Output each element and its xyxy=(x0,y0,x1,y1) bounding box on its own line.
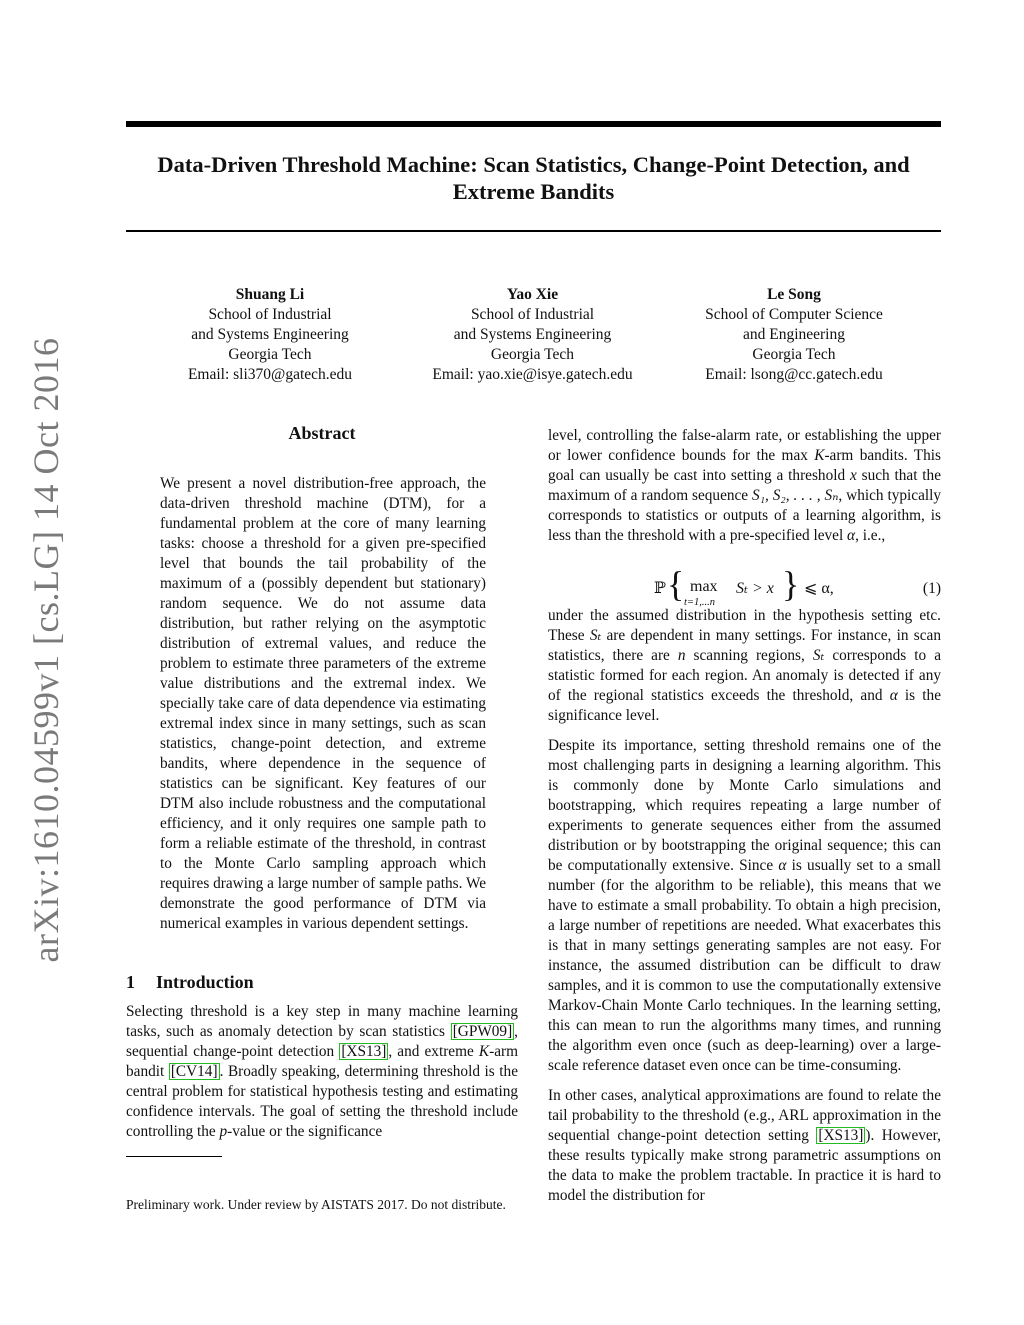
equation-rhs: ⩽ α, xyxy=(804,580,834,597)
author-name: Yao Xie xyxy=(506,286,559,303)
footnote-rule xyxy=(126,1156,222,1157)
text-run: is usually set to a small number (for the algorithm to be reliable), this means that we have to estimate a small probability. To obtain a high precision, a large number of repetitions are needed. What exacerbates this is that in many settings generating samples are not easy. For instance, the assumed distribution can be difficult to draw samples, and it is common to use the computationally extensive Markov-Chain Monte Carlo techniques. In the learning setting, this can mean to run the algorithms many times, and running the algorithm even once (such as deep-learning) over a large-scale reference dataset even once can be time-consuming. xyxy=(548,857,941,1074)
text-run: are dependent in many settings. For instance, in scan statistics, there are xyxy=(548,627,941,664)
right-brace: } xyxy=(782,564,800,604)
author-institution: Georgia Tech xyxy=(490,346,575,363)
arxiv-stamp-text: arXiv:1610.04599v1 [cs.LG] 14 Oct 2016 xyxy=(26,337,66,963)
author-affiliation: School of Computer Science xyxy=(705,306,883,323)
text-run: , i.e., xyxy=(855,527,886,544)
prob-symbol: ℙ xyxy=(654,580,667,597)
paper-title: Data-Driven Threshold Machine: Scan Statistics, Change-Point Detection, and Extreme Bandits xyxy=(157,152,910,204)
paragraph xyxy=(548,426,941,546)
equation-1 xyxy=(548,566,941,614)
text-run: such that the maximum of a random sequence xyxy=(548,467,941,504)
max-operator: max xyxy=(690,578,718,595)
paragraph xyxy=(548,736,941,1076)
text-run: , and extreme xyxy=(388,1043,479,1060)
citation-link[interactable]: [CV14] xyxy=(170,1063,218,1080)
math-var: α xyxy=(889,687,898,704)
intro-paragraph xyxy=(126,1002,518,1142)
title-rule-bottom xyxy=(126,230,941,232)
text-run: Selecting threshold is a key step in many machine learning tasks, such as anomaly detection by scan statistics xyxy=(126,1003,518,1040)
math-var: S₁, S₂, . . . , Sₙ xyxy=(752,487,839,504)
text-run: -arm bandits. This goal can usually be cast into setting a threshold xyxy=(548,447,941,484)
equation-term: Sₜ > x xyxy=(736,580,774,597)
text-run: , which typically corresponds to statistics or outputs of a learning algorithm, is less than the threshold with a pre-specified level xyxy=(548,487,942,544)
text-run: is the significance level. xyxy=(548,687,941,724)
author-affiliation: and Systems Engineering xyxy=(453,326,612,343)
text-run: under the assumed distribution in the hypothesis setting etc. These xyxy=(548,607,941,644)
author-affiliation: and Engineering xyxy=(742,326,845,343)
section-number: 1 xyxy=(126,972,135,992)
text-run: Despite its importance, setting threshold remains one of the most challenging parts in designing a learning algorithm. This is commonly done by Monte Carlo simulations and bootstrapping, which requires repeating a large number of experiments to generate sequences either from the assumed distribution or by bootstrapping the original sequence; this can be computationally extensive. Since xyxy=(548,737,941,874)
author-email: Email: lsong@cc.gatech.edu xyxy=(705,366,883,383)
citation-link[interactable]: [XS13] xyxy=(818,1127,864,1144)
text-run: , sequential change-point detection xyxy=(126,1023,518,1060)
equation-number: (1) xyxy=(922,580,941,597)
author-name: Le Song xyxy=(767,286,821,303)
paragraph xyxy=(548,606,941,726)
abstract-heading: Abstract xyxy=(288,423,356,443)
author-email: Email: yao.xie@isye.gatech.edu xyxy=(432,366,633,383)
math-var: Sₜ xyxy=(589,627,602,644)
title-rule-top xyxy=(126,121,941,127)
math-var: α xyxy=(778,857,787,874)
author-block xyxy=(684,285,904,385)
math-var: p xyxy=(219,1123,228,1140)
text-run: scanning regions, xyxy=(685,647,813,664)
author-block xyxy=(160,285,380,385)
abstract-body xyxy=(160,474,486,934)
paragraph xyxy=(548,1086,941,1206)
author-email: Email: sli370@gatech.edu xyxy=(187,366,353,383)
author-institution: Georgia Tech xyxy=(752,346,836,363)
text-run: corresponds to a statistic formed for each region. An anomaly is detected if any of the regional statistics exceeds the threshold, and xyxy=(548,647,941,704)
author-name: Shuang Li xyxy=(235,286,305,303)
math-var: K xyxy=(814,447,825,464)
text-run: ). However, these results typically make strong parametric assumptions on the data to make the problem tractable. In practice it is hard to model the distribution for xyxy=(548,1127,941,1204)
math-var: n xyxy=(677,647,686,664)
right-column xyxy=(548,426,941,1206)
footnote: Preliminary work. Under review by AISTATS 2017. Do not distribute. xyxy=(126,1197,506,1212)
author-affiliation: and Systems Engineering xyxy=(191,326,349,343)
text-run: . Broadly speaking, determining threshold is the central problem for statistical hypothesis testing and estimating confidence intervals. The goal of setting the threshold include controlling the xyxy=(126,1063,518,1140)
left-brace: { xyxy=(667,564,685,604)
citation-link[interactable]: [GPW09] xyxy=(452,1023,513,1040)
author-institution: Georgia Tech xyxy=(228,346,312,363)
text-run: In other cases, analytical approximations are found to relate the tail probability to the threshold (e.g., ARL approximation in the sequential change-point detection setting xyxy=(548,1087,941,1144)
math-var: Sₜ xyxy=(812,647,825,664)
math-var: x xyxy=(849,467,857,484)
author-affiliation: School of Industrial xyxy=(470,306,595,323)
citation-link[interactable]: [XS13] xyxy=(341,1043,387,1060)
math-var: K xyxy=(478,1043,490,1060)
author-block xyxy=(410,285,655,385)
max-subscript: t=1,...n xyxy=(684,597,716,608)
text-run: -value or the significance xyxy=(227,1123,383,1140)
math-var: α xyxy=(847,527,856,544)
author-affiliation: School of Industrial xyxy=(208,306,332,323)
text-run: -arm bandit xyxy=(126,1043,518,1080)
section-title: Introduction xyxy=(156,972,254,992)
text-run: level, controlling the false-alarm rate, or establishing the upper or lower confidence bounds for the max xyxy=(548,427,941,464)
section-heading-introduction xyxy=(126,972,254,993)
abstract-text: We present a novel distribution-free approach, the data-driven threshold machine (DTM), for a fundamental problem at the core of many learning tasks: choose a threshold for a given pre-specified level that bounds the tail probability of the maximum of a (possibly dependent but stationary) random sequence. We do not assume data distribution, but rather relying on the asymptotic distribution of extremal values, and reduce the problem to estimate three parameters of the extreme value distributions and the extremal index. We specially take care of data dependence via estimating extremal index since in many settings, such as scan statistics, change-point detection, and extreme bandits, where dependence in the sequence of statistics can be significant. Key features of our DTM also include robustness and the computational efficiency, and it only requires one sample path to form a reliable estimate of the threshold, in contrast to the Monte Carlo sampling approach which requires drawing a large number of sample paths. We demonstrate the good performance of DTM via numerical examples in various dependent settings. xyxy=(160,475,486,932)
